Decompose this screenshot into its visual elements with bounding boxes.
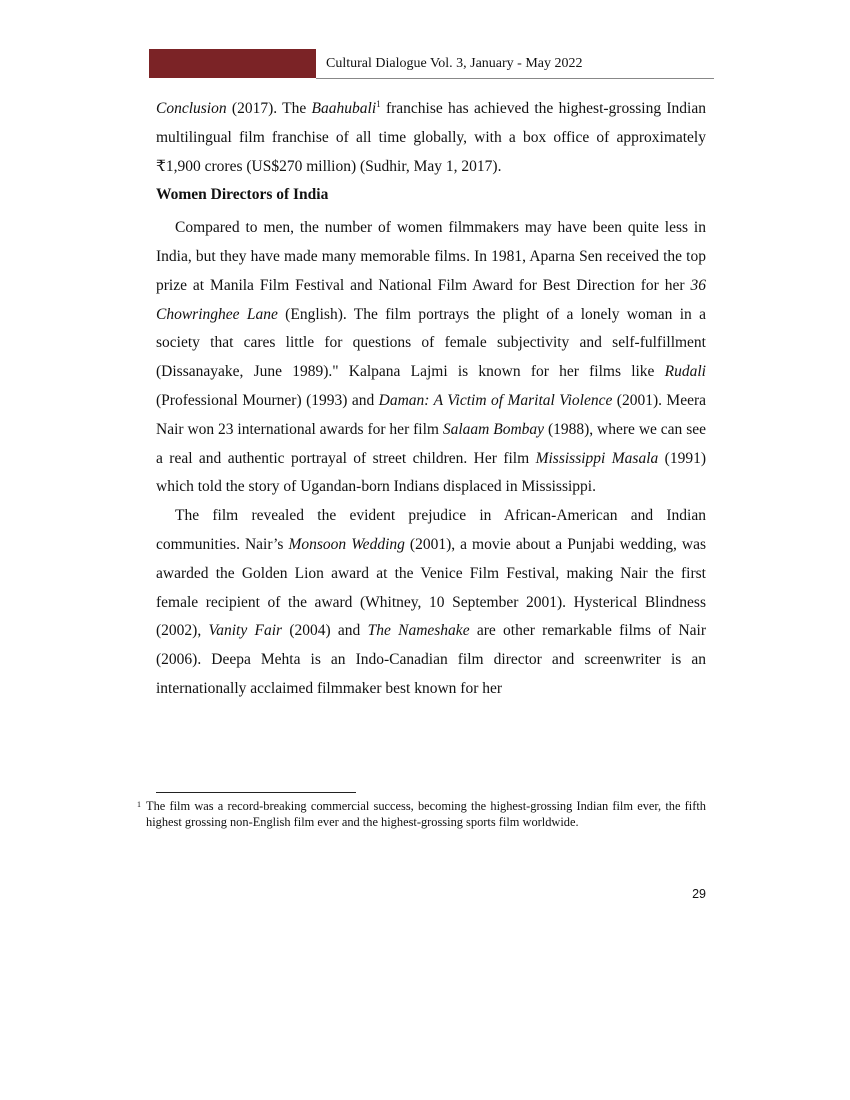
page-body	[156, 95, 706, 704]
paragraph-text: (2001). Meera Nair won 23 international awards for her film	[156, 391, 706, 438]
film-title: Monsoon Wedding	[288, 535, 405, 553]
film-title: Vanity Fair	[208, 622, 283, 640]
film-title: Daman: A Victim of Marital Violence	[378, 391, 613, 409]
header-rule	[316, 78, 714, 79]
film-title: The Nameshake	[367, 622, 470, 640]
paragraph-text: franchise has achieved the highest-grossing Indian multilingual film franchise of all time globally, with a box office of approximately ₹1,900 crores (US$270 million) (Sudhir, May 1, 2017).	[156, 100, 706, 175]
paragraph-text: (2017). The	[226, 100, 312, 117]
footnote	[137, 799, 706, 830]
film-title: Salaam Bombay	[442, 420, 545, 438]
paragraph-text: Compared to men, the number of women filmmakers may have been quite less in India, but they have made many memorable films. In 1981, Aparna Sen received the top prize at Manila Film Festival and National Film Award for Best Direction for her	[156, 219, 706, 294]
film-title: Rudali	[664, 363, 706, 381]
paragraph-text: (1988), where we can see a real and authentic portrayal of street children. Her film	[156, 420, 706, 467]
paragraph-baahubali	[156, 95, 706, 181]
paragraph-text: (1991) which told the story of Ugandan-born Indians displaced in Mississippi.	[156, 449, 707, 496]
footnote-separator	[156, 792, 356, 793]
paragraph-text: (2001), a movie about a Punjabi wedding, was awarded the Golden Lion award at the Venice Film Festival, making Nair the first female recipient of the award (Whitney, 10 September 2001). Hysterical Blindness (2002),	[156, 535, 706, 640]
paragraph-text: (English). The film portrays the plight of a lonely woman in a society that cares little for questions of female subjectivity and self-fulfillment (Dissanayake, June 1989)." Kalpana Lajmi is known for her films like	[156, 305, 706, 381]
paragraph-women-directors	[156, 214, 706, 502]
paragraph-mira-nair	[156, 502, 706, 704]
film-title-conclusion: Conclusion	[156, 100, 227, 117]
running-header-title: Cultural Dialogue Vol. 3, January - May 2022	[326, 56, 583, 71]
footnote-reference: 1	[376, 98, 381, 109]
footnote-marker: 1	[137, 800, 141, 809]
paragraph-text: are other remarkable films of Nair (2006). Deepa Mehta is an Indo-Canadian film director and screenwriter is an internationally acclaimed filmmaker best known for her	[156, 622, 707, 697]
paragraph-text: (Professional Mourner) (1993) and	[156, 391, 379, 409]
page-number: 29	[692, 887, 706, 901]
paragraph-text: (2004) and	[282, 622, 368, 640]
section-heading: Women Directors of India	[156, 186, 329, 204]
header-color-band	[149, 49, 316, 78]
footnote-text: The film was a record-breaking commercial success, becoming the highest-grossing Indian film ever, the fifth highest grossing non-English film ever and the highest-grossing sports film worldwide.	[146, 799, 706, 829]
film-title: Mississippi Masala	[535, 449, 659, 467]
film-title-baahubali: Baahubali	[311, 100, 377, 117]
film-title: 36 Chowringhee Lane	[156, 276, 706, 323]
paragraph-text: The film revealed the evident prejudice in African-American and Indian communities. Nair’s	[156, 507, 706, 553]
